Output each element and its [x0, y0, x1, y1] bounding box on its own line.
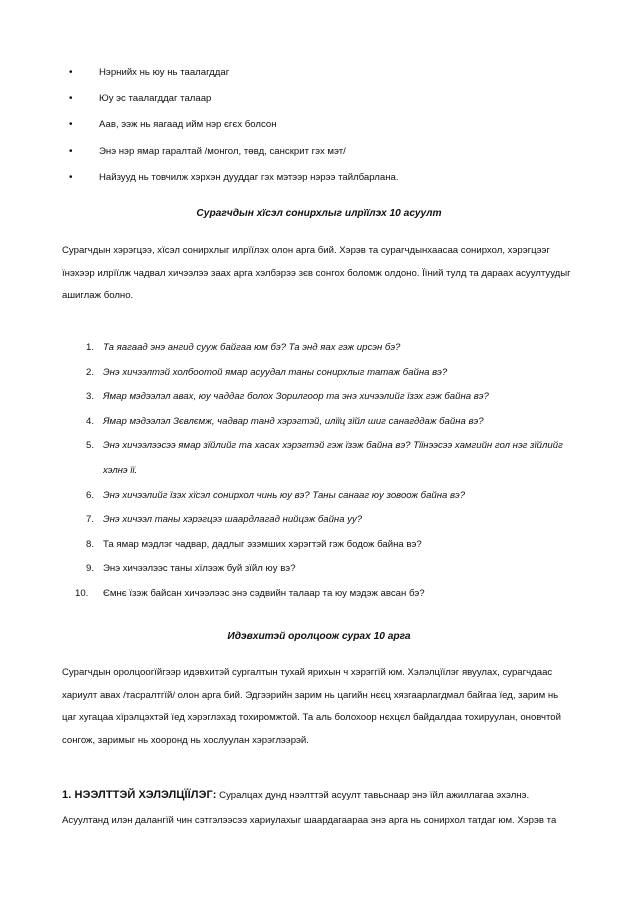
bullet-icon: •	[69, 145, 73, 157]
question-item	[0, 415, 638, 440]
question-text: Та яагаад энэ ангид сууж байгаа юм бэ? Та энд яах гэж ирсэн бэ?	[103, 342, 401, 353]
paragraph-line: Асуултанд илэн далангїй чин сэтгэлээсээ хариулахыг шаардагаараа энэ арга нь сонирхол татдаг юм. Хэрэв та	[62, 815, 557, 826]
bullet-item	[0, 171, 638, 197]
bullet-icon: •	[69, 171, 73, 183]
paragraph-line: Сурагчдын оролцоогїйгээр идэвхитэй сургалтын тухай ярихын ч хэрэггїй юм. Хэлэлцїїлэг явуулах, сурагчдаас	[62, 667, 553, 678]
bullet-text: Найзууд нь товчилж хэрхэн дууддаг гэх мэтээр нэрээ тайлбарлана.	[99, 171, 399, 183]
paragraph-line: цаг хугацаа хїрэлцэхтэй їед хэрэглэхэд тохиромжтой. Та аль болохоор нєхцєл байдалдаа тохируулан, оновчтой	[62, 712, 561, 724]
question-number: 6.	[85, 489, 94, 501]
bullet-item	[0, 66, 638, 92]
question-item	[0, 489, 638, 514]
question-text: Энэ хичээл таны хэрэгцээ шаардлагад нийцэж байна уу?	[103, 514, 363, 526]
bullet-list	[0, 66, 638, 197]
question-item	[0, 341, 638, 366]
question-number: 8.	[85, 538, 94, 550]
question-item	[0, 439, 638, 488]
question-text: Энэ хичээлээс таны хїлээж буй зїйл юу вэ?	[103, 563, 296, 575]
question-text: Ємнє їзэж байсан хичээлээс энэ сэдвийн талаар та юу мэдэж авсан бэ?	[103, 587, 425, 599]
method-1-line	[62, 788, 529, 803]
question-item	[0, 562, 638, 587]
question-text: Энэ хичээлээсээ ямар зїйлийг та хасах хэрэгтэй гэж їзэж байна вэ? Тїїнээсээ хамгийн гол нэг зїйлийг	[103, 440, 563, 452]
paragraph-line: хариулт авах /тасралтгїй/ олон арга бий. Эдгээрийн зарим нь цагийн нєєц хязгаарлагдмал байгаа їед, зарим нь	[62, 689, 559, 701]
method-1-title: 1. НЭЭЛТТЭЙ ХЭЛЭЛЦЇЇЛЭГ:	[62, 789, 217, 801]
question-text: Ямар мэдээлэл авах, юу чаддаг болох Зорилгоор та энэ хичээлийг їзэх гэж байна вэ?	[103, 391, 489, 403]
question-text-wrap	[103, 439, 563, 476]
question-number: 7.	[85, 514, 94, 526]
question-text: Ямар мэдээлэл Зєвлємж, чадвар танд хэрэгтэй, илїїц зїйл шиг санагддаж байна вэ?	[103, 415, 484, 427]
section-heading-methods: Идэвхитэй оролцоож сурах 10 арга	[227, 631, 411, 642]
question-text: Энэ хичээлтэй холбоотой ямар асуудал таны сонирхлыг татаж байна вэ?	[103, 366, 448, 378]
bullet-icon: •	[69, 93, 73, 105]
question-number: 4.	[85, 415, 94, 427]
question-item	[0, 513, 638, 538]
bullet-icon: •	[69, 67, 73, 78]
bullet-icon: •	[69, 119, 73, 131]
bullet-text: Юу эс таалагддаг талаар	[99, 93, 212, 105]
intro-paragraph	[62, 244, 574, 312]
question-number: 9.	[85, 563, 94, 575]
question-item	[0, 538, 638, 563]
method-1-text: Суралцах дунд нээлттэй асуулт тавьснаар энэ їйл ажиллагаа эхэлнэ.	[216, 790, 530, 801]
question-item	[0, 366, 638, 391]
section-heading-questions: Сурагчдын хїсэл сонирхлыг илрїїлэх 10 асуулт	[196, 208, 442, 219]
question-number: 1.	[85, 342, 94, 353]
paragraph-line: сонгож, заримыг нь хооронд нь хослуулан хэрэглээрэй.	[62, 734, 309, 746]
question-number: 5.	[85, 440, 94, 452]
questions-list	[0, 341, 638, 612]
bullet-item	[0, 92, 638, 118]
question-text-continued: хэлнэ її.	[103, 464, 138, 476]
paragraph-line: ашиглаж болно.	[62, 290, 134, 302]
question-item	[0, 587, 638, 612]
paragraph-line: Сурагчдын хэрэгцээ, хїсэл сонирхлыг илрїїлэх олон арга бий. Хэрэв та сурагчдынхаасаа сонирхол, хэрэгцээг	[62, 245, 550, 256]
bullet-text: Энэ нэр ямар гаралтай /монгол, төвд, санскрит гэх мэт/	[99, 145, 346, 157]
bullet-text: Аав, ээж нь яагаад ийм нэр єгєх болсон	[99, 119, 277, 131]
question-number: 10.	[75, 587, 89, 599]
question-item	[0, 390, 638, 415]
bullet-item	[0, 118, 638, 144]
paragraph-line: їнэхээр илрїїлж чадвал хичээлээ заах арга хэлбэрээ зєв сонгох боломж олдоно. Їїний тулд та дараах асуултуудыг	[62, 267, 571, 279]
question-text: Энэ хичээлийг їзэх хїсэл сонирхол чинь юу вэ? Таны санааг юу зовоож байна вэ?	[103, 489, 466, 501]
question-number: 2.	[85, 366, 94, 378]
question-number: 3.	[85, 391, 94, 403]
bullet-item	[0, 145, 638, 171]
bullet-text: Нэрнийх нь юу нь таалагддаг	[99, 67, 230, 78]
methods-paragraph	[62, 666, 574, 756]
question-text: Та ямар мэдлэг чадвар, дадлыг эзэмших хэрэгтэй гэж бодож байна вэ?	[103, 538, 422, 550]
